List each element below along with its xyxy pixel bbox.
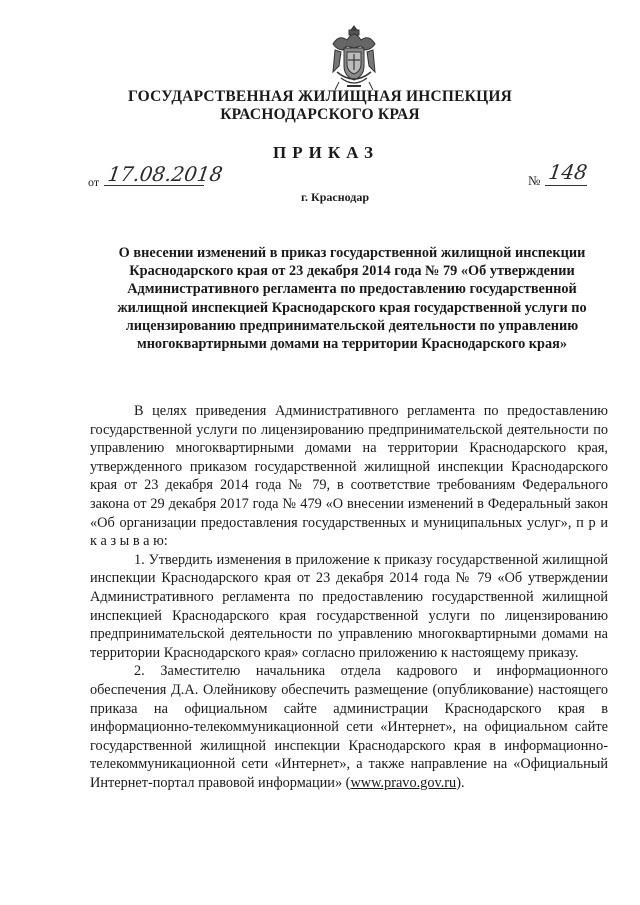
order-subject-heading: О внесении изменений в приказ государственной жилищной инспекции Краснодарского края от 23 декабря 2014 года № 79 «Об утверждении Административного регламента по предоставлению государственной жилищной инспекцией Краснодарского края государственной услуги по лицензированию предпринимательской деятельности по управлению многоквартирными домами на территории Краснодарского края» <box>117 245 587 353</box>
number-label: № <box>528 173 541 188</box>
date-value: 17.08.2018 <box>106 162 225 186</box>
organization-name-line-1: ГОСУДАРСТВЕННАЯ ЖИЛИЩНАЯ ИНСПЕКЦИЯ <box>128 88 512 105</box>
coat-of-arms-emblem <box>325 24 383 94</box>
paragraph-item-2-end: ). <box>456 774 465 791</box>
organization-name-line-2: КРАСНОДАРСКОГО КРАЯ <box>220 106 420 123</box>
date-label: от <box>88 175 100 189</box>
date-underline <box>104 185 204 186</box>
paragraph-item-2-text: 2. Заместителю начальника отдела кадрового и информационного обеспечения Д.А. Олейникову обеспечить размещение (опубликование) настоящего приказа на официальном сайте администрации Краснодарского края в информационно-телекоммуникационной сети «Интернет», на официальном сайте государственной жилищной инспекции Краснодарского края в информационно-телекоммуникационной сети «Интернет», а также направление на «Официальный Интернет-портал правовой информации» ( <box>90 663 608 791</box>
paragraph-item-1: 1. Утвердить изменения в приложение к приказу государственной жилищной инспекции Краснодарского края от 23 декабря 2014 года № 79 «Об утверждении Административного регламента по предоставлению государственной жилищной инспекцией Краснодарского края государственной услуги по лицензированию предпринимательской деятельности по управлению многоквартирными домами на территории Краснодарского края» согласно приложению к настоящему приказу. <box>90 551 608 661</box>
pravo-gov-link[interactable]: www.pravo.gov.ru <box>350 774 457 791</box>
document-type-title: ПРИКАЗ <box>273 143 379 162</box>
number-underline <box>545 185 587 186</box>
paragraph-preamble: В целях приведения Административного регламента по предоставлению государственной услуги по лицензированию предпринимательской деятельности по управлению многоквартирными домами на территории Краснодарского края, утвержденного приказом государственной жилищной инспекции Краснодарского края от 23 декабря 2014 года № 79, в соответствие требованиям Федерального закона от 29 декабря 2017 года № 479 «О внесении изменений в Федеральный закон «Об организации предоставления государственных и муниципальных услуг», п р и к а з ы в а ю: <box>90 403 608 550</box>
city-name: г. Краснодар <box>300 190 370 204</box>
paragraph-item-2 <box>90 662 608 792</box>
order-body <box>90 402 608 792</box>
number-value: 148 <box>547 160 589 184</box>
